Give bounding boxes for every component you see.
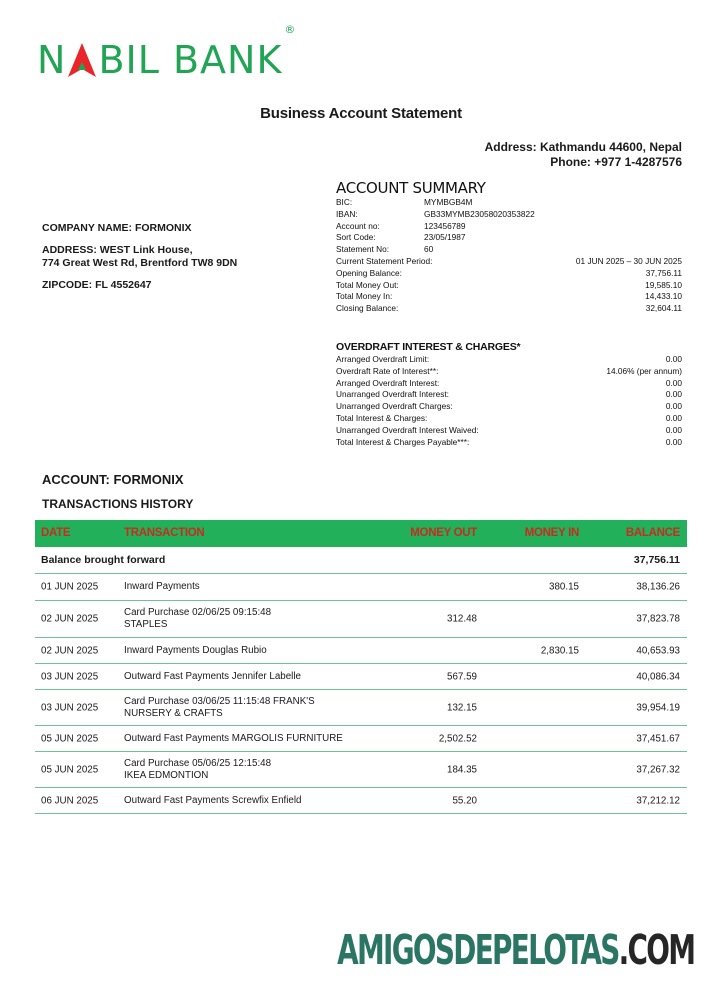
table-row: 02 JUN 2025 Card Purchase 02/06/25 09:15:48 STAPLES 312.48 37,823.78 (35, 601, 687, 638)
summary-row-account-no: Account no: 123456789 (336, 220, 466, 231)
bank-phone: Phone: +977 1-4287576 (550, 155, 682, 169)
table-row: 05 JUN 2025 Outward Fast Payments MARGOLIS FURNITURE 2,502.52 37,451.67 (35, 726, 687, 752)
watermark-tld: .COM (618, 926, 694, 974)
account-summary-rows (336, 197, 682, 315)
overdraft-heading: OVERDRAFT INTEREST & CHARGES* (336, 341, 521, 353)
logo-triangle-a-icon (67, 42, 97, 78)
table-row: 03 JUN 2025 Card Purchase 03/06/25 11:15:48 FRANK'S NURSERY & CRAFTS 132.15 39,954.19 (35, 690, 687, 726)
column-header-transaction: TRANSACTION (124, 527, 205, 539)
company-address-line2: 774 Great West Rd, Brentford TW8 9DN (42, 257, 238, 269)
transactions-title: TRANSACTIONS HISTORY (42, 497, 194, 511)
account-summary-heading: ACCOUNT SUMMARY (336, 179, 486, 197)
brought-forward-balance: 37,756.11 (633, 554, 680, 566)
balance-brought-forward-row (35, 547, 687, 574)
overdraft-row: Arranged Overdraft Limit: 0.00 (336, 354, 682, 364)
logo-wordmark-rest: BIL BANK (98, 38, 283, 82)
column-header-date: DATE (41, 527, 71, 539)
overdraft-row: Total Interest & Charges Payable***: 0.00 (336, 436, 682, 447)
overdraft-row: Overdraft Rate of Interest**: 14.06% (per annum) (336, 365, 682, 376)
bank-contact (485, 140, 682, 170)
overdraft-row: Arranged Overdraft Interest: 0.00 (336, 377, 682, 388)
summary-row-closing-balance: Closing Balance: 32,604.11 (336, 303, 682, 314)
bank-address: Address: Kathmandu 44600, Nepal (484, 140, 682, 154)
table-row: 06 JUN 2025 Outward Fast Payments Screwfix Enfield 55.20 37,212.12 (35, 788, 687, 814)
column-header-money-out: MONEY OUT (410, 527, 477, 539)
account-summary (336, 180, 682, 315)
column-header-balance: BALANCE (625, 527, 680, 539)
table-header (35, 520, 687, 547)
summary-row-iban: IBAN: GB33MYMB23058020353822 (336, 208, 535, 219)
logo-letter-n: N (37, 38, 67, 82)
transactions-table (35, 520, 687, 814)
company-zipcode: ZIPCODE: FL 4552647 (42, 279, 152, 291)
summary-row-total-out: Total Money Out: 19,585.10 (336, 279, 682, 290)
summary-row-opening-balance: Opening Balance: 37,756.11 (336, 267, 682, 278)
registered-mark: ® (284, 23, 297, 36)
summary-row-total-in: Total Money In: 14,433.10 (336, 291, 682, 302)
brought-forward-label: Balance brought forward (41, 554, 166, 566)
summary-row-bic: BIC: MYMBGB4M (336, 197, 473, 207)
table-row: 02 JUN 2025 Inward Payments Douglas Rubio 2,830.15 40,653.93 (35, 638, 687, 664)
overdraft-row: Total Interest & Charges: 0.00 (336, 412, 682, 423)
summary-row-sort-code: Sort Code: 23/05/1987 (336, 232, 466, 243)
summary-row-period: Current Statement Period: 01 JUN 2025 – 30 JUN 2025 (336, 255, 682, 266)
overdraft-row: Unarranged Overdraft Interest: 0.00 (336, 389, 682, 400)
column-header-money-in: MONEY IN (524, 527, 579, 539)
account-title: ACCOUNT: FORMONIX (42, 472, 184, 487)
table-row: 05 JUN 2025 Card Purchase 05/06/25 12:15:48 IKEA EDMONTION 184.35 37,267.32 (35, 752, 687, 788)
overdraft-row: Unarranged Overdraft Interest Waived: 0.00 (336, 424, 682, 435)
company-address-line1: ADDRESS: WEST Link House, (42, 244, 193, 256)
table-row: 03 JUN 2025 Outward Fast Payments Jennifer Labelle 567.59 40,086.34 (35, 664, 687, 690)
document-title: Business Account Statement (260, 105, 462, 122)
watermark (337, 922, 694, 978)
summary-row-statement-no: Statement No: 60 (336, 244, 434, 255)
watermark-site-name: AMIGOSDEPELOTAS (336, 926, 619, 974)
bank-logo (37, 23, 297, 82)
overdraft-row: Unarranged Overdraft Charges: 0.00 (336, 401, 682, 412)
table-row: 01 JUN 2025 Inward Payments 380.15 38,136.26 (35, 574, 687, 601)
company-info (42, 222, 237, 292)
overdraft-section (336, 341, 682, 448)
bank-logo-wordmark (37, 23, 297, 82)
company-name: COMPANY NAME: FORMONIX (42, 222, 192, 234)
